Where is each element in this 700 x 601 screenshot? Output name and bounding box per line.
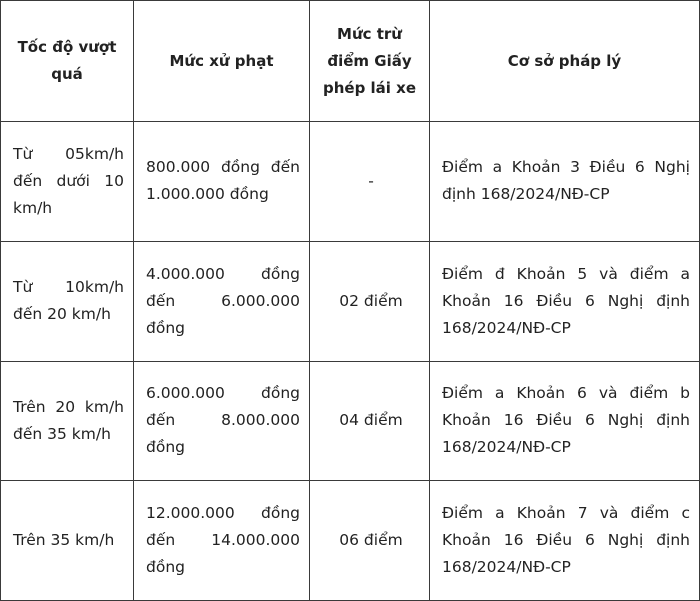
cell-legal-basis: Điểm a Khoản 7 và điểm c Khoản 16 Điều 6 Nghị định 168/2024/NĐ-CP <box>430 481 700 601</box>
cell-speed: Từ 05km/h đến dưới 10 km/h <box>1 122 134 242</box>
cell-legal-basis: Điểm a Khoản 6 và điểm b Khoản 16 Điều 6 Nghị định 168/2024/NĐ-CP <box>430 361 700 481</box>
cell-points: 02 điểm <box>310 241 430 361</box>
table-row <box>1 361 700 481</box>
cell-points: - <box>310 122 430 242</box>
cell-points: 04 điểm <box>310 361 430 481</box>
table-header-row <box>1 1 700 122</box>
cell-legal-basis: Điểm a Khoản 3 Điều 6 Nghị định 168/2024/NĐ-CP <box>430 122 700 242</box>
table-row <box>1 122 700 242</box>
cell-fine: 800.000 đồng đến 1.000.000 đồng <box>134 122 310 242</box>
cell-legal-basis: Điểm đ Khoản 5 và điểm a Khoản 16 Điều 6 Nghị định 168/2024/NĐ-CP <box>430 241 700 361</box>
cell-points: 06 điểm <box>310 481 430 601</box>
cell-fine: 6.000.000 đồng đến 8.000.000 đồng <box>134 361 310 481</box>
header-legal-basis: Cơ sở pháp lý <box>430 1 700 122</box>
cell-speed: Trên 35 km/h <box>1 481 134 601</box>
cell-fine: 4.000.000 đồng đến 6.000.000 đồng <box>134 241 310 361</box>
cell-speed: Từ 10km/h đến 20 km/h <box>1 241 134 361</box>
cell-speed: Trên 20 km/h đến 35 km/h <box>1 361 134 481</box>
table-row <box>1 241 700 361</box>
header-points: Mức trừ điểm Giấy phép lái xe <box>310 1 430 122</box>
header-fine: Mức xử phạt <box>134 1 310 122</box>
cell-fine: 12.000.000 đồng đến 14.000.000 đồng <box>134 481 310 601</box>
header-speed: Tốc độ vượt quá <box>1 1 134 122</box>
table-row <box>1 481 700 601</box>
